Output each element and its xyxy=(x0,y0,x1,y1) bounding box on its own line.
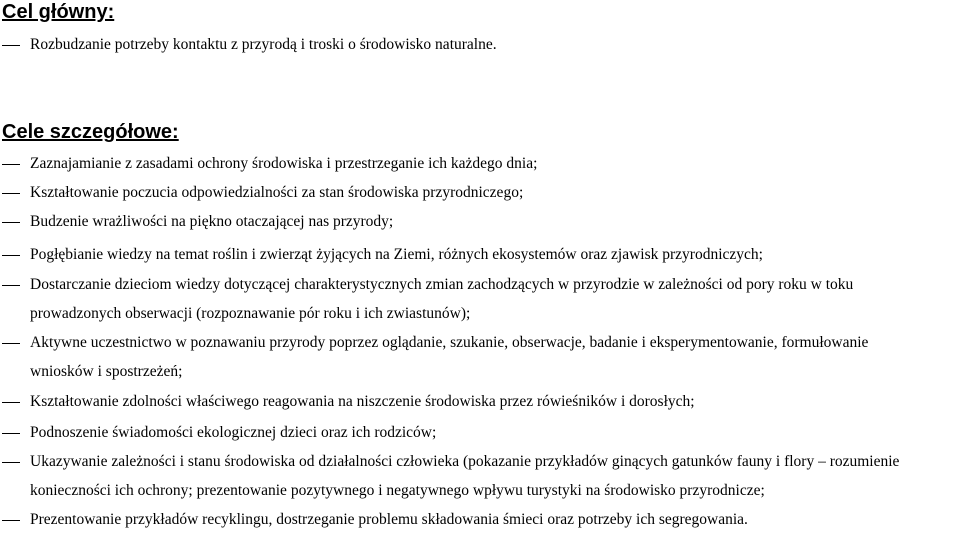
item-text: Rozbudzanie potrzeby kontaktu z przyrodą i troski o środowisko naturalne. xyxy=(30,36,497,53)
specific-goals-heading: Cele szczegółowe: xyxy=(2,121,179,143)
item-text: Kształtowanie zdolności właściwego reagowania na niszczenie środowiska przez rówieśników i dorosłych; xyxy=(30,393,695,410)
item-text: Ukazywanie zależności i stanu środowiska od działalności człowieka (pokazanie przykładów ginących gatunków fauny i flory – rozumienie xyxy=(30,453,900,470)
main-goal-heading: Cel główny: xyxy=(2,1,115,23)
dash-bullet xyxy=(2,387,20,416)
item-text: Dostarczanie dzieciom wiedzy dotyczącej charakterystycznych zmian zachodzących w przyrodzie w zależności od pory roku w toku xyxy=(30,276,854,293)
dash-bullet xyxy=(2,149,20,178)
item-text: Budzenie wrażliwości na piękno otaczającej nas przyrody; xyxy=(30,213,394,230)
dash-bullet xyxy=(2,328,20,357)
item-text-continuation: konieczności ich ochrony; prezentowanie pozytywnego i negatywnego wpływu turystyki na środowisko przyrodnicze; xyxy=(30,482,765,499)
dash-bullet xyxy=(2,418,20,447)
item-text: Zaznajamianie z zasadami ochrony środowiska i przestrzeganie ich każdego dnia; xyxy=(30,155,538,172)
dash-bullet xyxy=(2,30,20,59)
dash-bullet xyxy=(2,447,20,476)
item-text: Pogłębianie wiedzy na temat roślin i zwierząt żyjących na Ziemi, różnych ekosystemów oraz zjawisk przyrodniczych; xyxy=(30,246,763,263)
item-text: Kształtowanie poczucia odpowiedzialności za stan środowiska przyrodniczego; xyxy=(30,184,524,201)
dash-bullet xyxy=(2,505,20,534)
item-text: Prezentowanie przykładów recyklingu, dostrzeganie problemu składowania śmieci oraz potrzeby ich segregowania. xyxy=(30,511,748,528)
item-text-continuation: prowadzonych obserwacji (rozpoznawanie pór roku i ich zwiastunów); xyxy=(30,305,471,322)
dash-bullet xyxy=(2,207,20,236)
item-text: Podnoszenie świadomości ekologicznej dzieci oraz ich rodziców; xyxy=(30,424,437,441)
dash-bullet xyxy=(2,240,20,269)
item-text: Aktywne uczestnictwo w poznawaniu przyrody poprzez oglądanie, szukanie, obserwacje, badanie i eksperymentowanie, formułowanie xyxy=(30,334,869,351)
dash-bullet xyxy=(2,178,20,207)
item-text-continuation: wniosków i spostrzeżeń; xyxy=(30,363,183,380)
dash-bullet xyxy=(2,270,20,299)
